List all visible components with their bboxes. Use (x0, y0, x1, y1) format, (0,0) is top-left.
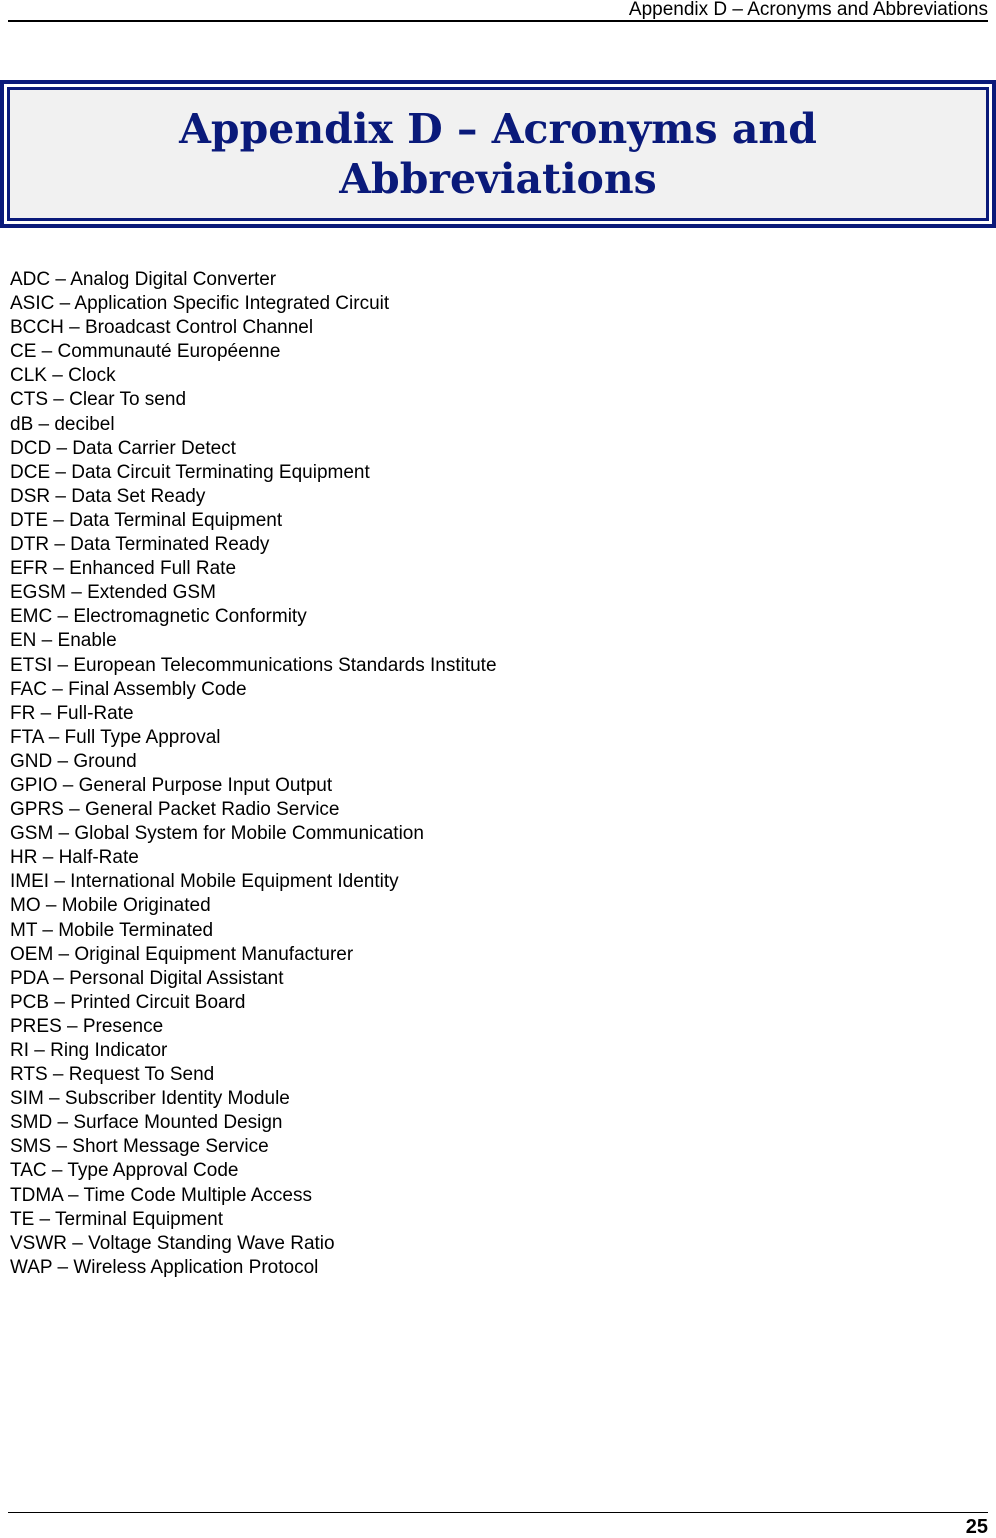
acronym-entry: TAC – Type Approval Code (10, 1160, 239, 1182)
acronym-entry: EN – Enable (10, 630, 117, 652)
acronym-entry: PRES – Presence (10, 1015, 164, 1037)
appendix-title-box (0, 80, 996, 228)
acronym-entry: CLK – Clock (10, 365, 116, 387)
acronym-entry: GPRS – General Packet Radio Service (10, 799, 340, 821)
acronym-entry: PDA – Personal Digital Assistant (10, 967, 284, 989)
acronym-entry: MO – Mobile Originated (10, 895, 211, 917)
acronym-entry: dB – decibel (10, 413, 115, 435)
acronym-entry: IMEI – International Mobile Equipment Identity (10, 871, 399, 893)
acronym-entry: DCE – Data Circuit Terminating Equipment (10, 461, 370, 483)
acronym-entry: ASIC – Application Specific Integrated Circuit (10, 293, 390, 315)
acronym-entry: DTR – Data Terminated Ready (10, 534, 270, 556)
running-header-title: Appendix D – Acronyms and Abbreviations (628, 0, 988, 20)
acronym-entry: ETSI – European Telecommunications Standards Institute (10, 654, 497, 676)
acronym-entry: WAP – Wireless Application Protocol (10, 1256, 319, 1278)
acronym-entry: MT – Mobile Terminated (10, 919, 214, 941)
running-header (8, 0, 988, 22)
acronym-entry: CTS – Clear To send (10, 389, 187, 411)
acronym-entry: TDMA – Time Code Multiple Access (10, 1184, 312, 1206)
acronym-entry: OEM – Original Equipment Manufacturer (10, 943, 354, 965)
acronym-entry: SMS – Short Message Service (10, 1136, 269, 1158)
acronym-entry: CE – Communauté Européenne (10, 341, 281, 363)
acronym-list (10, 268, 497, 1280)
acronym-entry: RI – Ring Indicator (10, 1040, 168, 1061)
acronym-entry: GPIO – General Purpose Input Output (10, 774, 333, 796)
acronym-entry: GSM – Global System for Mobile Communication (10, 823, 424, 845)
acronym-entry: BCCH – Broadcast Control Channel (10, 317, 314, 339)
acronym-entry: PCB – Printed Circuit Board (10, 991, 246, 1013)
acronym-entry: FTA – Full Type Approval (10, 726, 221, 748)
acronym-entry: EGSM – Extended GSM (10, 582, 216, 604)
acronym-entry: TE – Terminal Equipment (10, 1208, 223, 1230)
page-number: 25 (965, 1516, 988, 1538)
acronym-entry: EMC – Electromagnetic Conformity (10, 606, 307, 628)
page-footer (8, 1512, 988, 1537)
acronym-entry: GND – Ground (10, 750, 137, 772)
acronym-entry: SMD – Surface Mounted Design (10, 1112, 283, 1134)
appendix-title-inner (7, 87, 989, 221)
acronym-entry: DTE – Data Terminal Equipment (10, 509, 283, 531)
acronym-entry: DSR – Data Set Ready (10, 485, 206, 507)
acronym-entry: DCD – Data Carrier Detect (10, 437, 236, 459)
acronym-entry: FAC – Final Assembly Code (10, 678, 247, 700)
acronym-entry: FR – Full-Rate (10, 702, 134, 724)
appendix-title: Appendix D – Acronyms and Abbreviations (179, 105, 817, 203)
acronym-entry: VSWR – Voltage Standing Wave Ratio (10, 1232, 335, 1254)
acronym-entry: EFR – Enhanced Full Rate (10, 558, 237, 580)
acronym-entry: RTS – Request To Send (10, 1064, 215, 1086)
acronym-entry: HR – Half-Rate (10, 847, 139, 869)
acronym-entry: SIM – Subscriber Identity Module (10, 1088, 290, 1110)
acronym-entry: ADC – Analog Digital Converter (10, 269, 277, 290)
